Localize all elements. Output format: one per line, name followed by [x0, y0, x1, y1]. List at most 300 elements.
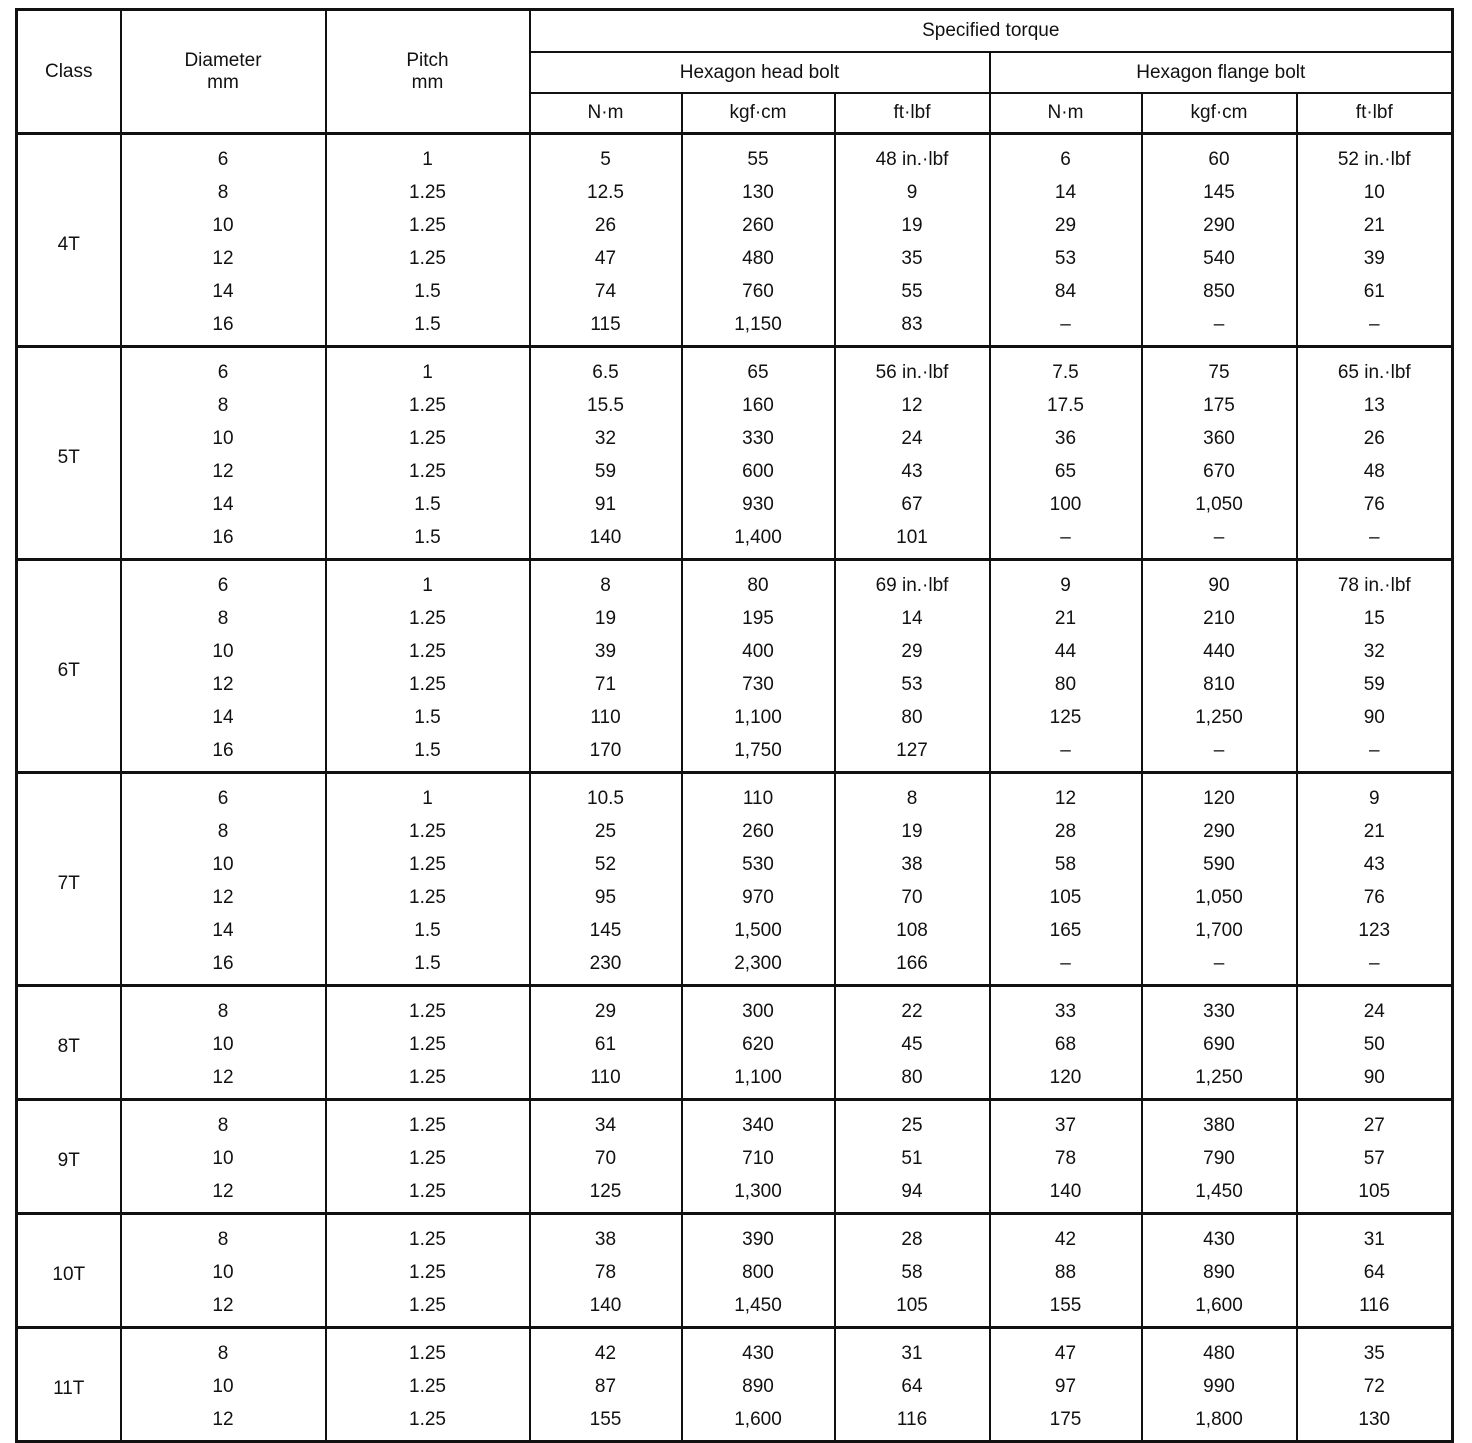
head-nm-cell: 140 — [530, 1289, 682, 1328]
diameter-cell: 8 — [121, 602, 326, 635]
table-row — [17, 389, 1453, 422]
head-kgfcm-cell: 620 — [682, 1028, 835, 1061]
head-ftlbf-cell: 105 — [835, 1289, 990, 1328]
head-kgfcm-cell: 800 — [682, 1256, 835, 1289]
flange-kgfcm-cell: – — [1142, 308, 1297, 347]
flange-ftlbf-cell: – — [1297, 734, 1453, 773]
head-nm-cell: 87 — [530, 1370, 682, 1403]
head-nm-cell: 38 — [530, 1214, 682, 1257]
head-ftlbf-cell: 45 — [835, 1028, 990, 1061]
flange-nm-cell: 21 — [990, 602, 1142, 635]
head-ftlbf-cell: 55 — [835, 275, 990, 308]
flange-ftlbf-cell: 65 in.·lbf — [1297, 347, 1453, 390]
flange-kgfcm-cell: 690 — [1142, 1028, 1297, 1061]
flange-kgfcm-cell: 480 — [1142, 1328, 1297, 1371]
flange-kgfcm-cell: – — [1142, 521, 1297, 560]
class-cell: 11T — [17, 1328, 121, 1442]
diameter-cell: 12 — [121, 455, 326, 488]
pitch-cell: 1.5 — [326, 488, 530, 521]
pitch-cell: 1.5 — [326, 308, 530, 347]
flange-nm-cell: 88 — [990, 1256, 1142, 1289]
table-row — [17, 1256, 1453, 1289]
flange-ftlbf-cell: 32 — [1297, 635, 1453, 668]
flange-ftlbf-cell: 130 — [1297, 1403, 1453, 1442]
table-row — [17, 1289, 1453, 1328]
head-nm-cell: 52 — [530, 848, 682, 881]
flange-kgfcm-cell: 1,250 — [1142, 1061, 1297, 1100]
head-kgfcm-cell: 710 — [682, 1142, 835, 1175]
head-kgfcm-cell: 65 — [682, 347, 835, 390]
head-nm-cell: 6.5 — [530, 347, 682, 390]
flange-kgfcm-cell: – — [1142, 734, 1297, 773]
flange-nm-cell: 6 — [990, 134, 1142, 177]
diameter-cell: 12 — [121, 881, 326, 914]
diameter-cell: 8 — [121, 1214, 326, 1257]
table-row — [17, 1214, 1453, 1257]
head-kgfcm-cell: 1,600 — [682, 1403, 835, 1442]
flange-ftlbf-cell: 59 — [1297, 668, 1453, 701]
pitch-cell: 1.25 — [326, 389, 530, 422]
diameter-cell: 10 — [121, 1142, 326, 1175]
table-row — [17, 275, 1453, 308]
flange-nm-cell: 65 — [990, 455, 1142, 488]
flange-kgfcm-cell: 1,700 — [1142, 914, 1297, 947]
pitch-cell: 1.25 — [326, 1100, 530, 1143]
table-row — [17, 1028, 1453, 1061]
table-row — [17, 881, 1453, 914]
head-ftlbf-cell: 35 — [835, 242, 990, 275]
flange-ftlbf-cell: – — [1297, 521, 1453, 560]
head-kgfcm-cell: 1,450 — [682, 1289, 835, 1328]
head-ftlbf-cell: 53 — [835, 668, 990, 701]
flange-nm-cell: 12 — [990, 773, 1142, 816]
table-row — [17, 848, 1453, 881]
pitch-cell: 1.5 — [326, 275, 530, 308]
flange-ftlbf-cell: 31 — [1297, 1214, 1453, 1257]
flange-kgfcm-cell: – — [1142, 947, 1297, 986]
diameter-cell: 12 — [121, 1061, 326, 1100]
head-ftlbf-cell: 116 — [835, 1403, 990, 1442]
pitch-cell: 1.25 — [326, 815, 530, 848]
table-row — [17, 308, 1453, 347]
pitch-cell: 1.25 — [326, 881, 530, 914]
pitch-label: Pitch — [406, 49, 449, 71]
head-kgfcm-cell: 195 — [682, 602, 835, 635]
pitch-cell: 1.5 — [326, 521, 530, 560]
head-ftlbf-cell: 83 — [835, 308, 990, 347]
pitch-cell: 1.25 — [326, 1328, 530, 1371]
head-kgfcm-cell: 400 — [682, 635, 835, 668]
flange-kgfcm-cell: 360 — [1142, 422, 1297, 455]
head-nm-cell: 125 — [530, 1175, 682, 1214]
unit-header-head-nm: N·m — [530, 93, 682, 134]
pitch-cell: 1.25 — [326, 242, 530, 275]
head-kgfcm-cell: 260 — [682, 815, 835, 848]
flange-ftlbf-cell: 9 — [1297, 773, 1453, 816]
head-nm-cell: 110 — [530, 701, 682, 734]
table-row — [17, 734, 1453, 773]
head-ftlbf-cell: 67 — [835, 488, 990, 521]
pitch-cell: 1.25 — [326, 176, 530, 209]
pitch-cell: 1.25 — [326, 1289, 530, 1328]
pitch-cell: 1.5 — [326, 947, 530, 986]
flange-ftlbf-cell: 90 — [1297, 701, 1453, 734]
flange-kgfcm-cell: 330 — [1142, 986, 1297, 1029]
pitch-cell: 1 — [326, 773, 530, 816]
table-row — [17, 521, 1453, 560]
head-kgfcm-cell: 1,300 — [682, 1175, 835, 1214]
flange-kgfcm-cell: 1,050 — [1142, 488, 1297, 521]
head-kgfcm-cell: 730 — [682, 668, 835, 701]
diameter-cell: 16 — [121, 947, 326, 986]
pitch-cell: 1.25 — [326, 1403, 530, 1442]
head-kgfcm-cell: 1,750 — [682, 734, 835, 773]
head-nm-cell: 61 — [530, 1028, 682, 1061]
class-cell: 9T — [17, 1100, 121, 1214]
flange-kgfcm-cell: 670 — [1142, 455, 1297, 488]
flange-kgfcm-cell: 1,450 — [1142, 1175, 1297, 1214]
table-row — [17, 422, 1453, 455]
head-ftlbf-cell: 19 — [835, 209, 990, 242]
flange-kgfcm-cell: 430 — [1142, 1214, 1297, 1257]
table-row — [17, 1142, 1453, 1175]
head-nm-cell: 39 — [530, 635, 682, 668]
flange-nm-cell: 80 — [990, 668, 1142, 701]
diameter-cell: 8 — [121, 389, 326, 422]
pitch-cell: 1.25 — [326, 1061, 530, 1100]
flange-kgfcm-cell: 890 — [1142, 1256, 1297, 1289]
diameter-cell: 10 — [121, 1256, 326, 1289]
flange-ftlbf-cell: – — [1297, 947, 1453, 986]
pitch-cell: 1.5 — [326, 734, 530, 773]
flange-ftlbf-cell: 39 — [1297, 242, 1453, 275]
flange-ftlbf-cell: 57 — [1297, 1142, 1453, 1175]
head-ftlbf-cell: 14 — [835, 602, 990, 635]
diameter-label: Diameter — [184, 49, 262, 71]
head-ftlbf-cell: 31 — [835, 1328, 990, 1371]
class-cell: 8T — [17, 986, 121, 1100]
head-ftlbf-cell: 94 — [835, 1175, 990, 1214]
head-kgfcm-cell: 1,150 — [682, 308, 835, 347]
head-nm-cell: 170 — [530, 734, 682, 773]
head-nm-cell: 19 — [530, 602, 682, 635]
pitch-cell: 1.25 — [326, 1175, 530, 1214]
flange-nm-cell: 17.5 — [990, 389, 1142, 422]
head-nm-cell: 32 — [530, 422, 682, 455]
flange-ftlbf-cell: 43 — [1297, 848, 1453, 881]
pitch-cell: 1.25 — [326, 986, 530, 1029]
flange-nm-cell: 165 — [990, 914, 1142, 947]
head-kgfcm-cell: 1,100 — [682, 1061, 835, 1100]
pitch-cell: 1.25 — [326, 1214, 530, 1257]
table-row — [17, 1403, 1453, 1442]
head-nm-cell: 15.5 — [530, 389, 682, 422]
head-nm-cell: 59 — [530, 455, 682, 488]
head-ftlbf-cell: 48 in.·lbf — [835, 134, 990, 177]
head-nm-cell: 8 — [530, 560, 682, 603]
head-ftlbf-cell: 58 — [835, 1256, 990, 1289]
diameter-cell: 16 — [121, 308, 326, 347]
flange-nm-cell: 120 — [990, 1061, 1142, 1100]
flange-nm-cell: – — [990, 308, 1142, 347]
head-nm-cell: 34 — [530, 1100, 682, 1143]
head-nm-cell: 71 — [530, 668, 682, 701]
head-ftlbf-cell: 29 — [835, 635, 990, 668]
flange-ftlbf-cell: 61 — [1297, 275, 1453, 308]
head-kgfcm-cell: 110 — [682, 773, 835, 816]
head-kgfcm-cell: 600 — [682, 455, 835, 488]
head-ftlbf-cell: 166 — [835, 947, 990, 986]
head-kgfcm-cell: 480 — [682, 242, 835, 275]
class-group — [17, 773, 1453, 986]
flange-ftlbf-cell: 35 — [1297, 1328, 1453, 1371]
table-row — [17, 488, 1453, 521]
diameter-cell: 8 — [121, 815, 326, 848]
table-row — [17, 986, 1453, 1029]
table-row — [17, 602, 1453, 635]
pitch-unit: mm — [411, 71, 444, 93]
flange-ftlbf-cell: 50 — [1297, 1028, 1453, 1061]
flange-nm-cell: 78 — [990, 1142, 1142, 1175]
diameter-cell: 14 — [121, 275, 326, 308]
flange-ftlbf-cell: 10 — [1297, 176, 1453, 209]
head-nm-cell: 12.5 — [530, 176, 682, 209]
flange-ftlbf-cell: 90 — [1297, 1061, 1453, 1100]
torque-spec-table — [15, 8, 1454, 1443]
flange-nm-cell: 28 — [990, 815, 1142, 848]
head-kgfcm-cell: 160 — [682, 389, 835, 422]
pitch-cell: 1.25 — [326, 1142, 530, 1175]
unit-header-head-kgfcm: kgf·cm — [682, 93, 835, 134]
unit-header-flange-ftlbf: ft·lbf — [1297, 93, 1453, 134]
diameter-cell: 10 — [121, 422, 326, 455]
class-group — [17, 986, 1453, 1100]
flange-nm-cell: 125 — [990, 701, 1142, 734]
flange-kgfcm-cell: 290 — [1142, 209, 1297, 242]
flange-kgfcm-cell: 60 — [1142, 134, 1297, 177]
class-cell: 7T — [17, 773, 121, 986]
table-row — [17, 1370, 1453, 1403]
flange-kgfcm-cell: 90 — [1142, 560, 1297, 603]
diameter-cell: 6 — [121, 773, 326, 816]
flange-kgfcm-cell: 145 — [1142, 176, 1297, 209]
flange-nm-cell: 7.5 — [990, 347, 1142, 390]
table-header — [17, 10, 1453, 134]
flange-nm-cell: 42 — [990, 1214, 1142, 1257]
unit-header-head-ftlbf: ft·lbf — [835, 93, 990, 134]
unit-header-flange-kgfcm: kgf·cm — [1142, 93, 1297, 134]
head-ftlbf-cell: 80 — [835, 701, 990, 734]
diameter-cell: 14 — [121, 914, 326, 947]
flange-nm-cell: 44 — [990, 635, 1142, 668]
flange-kgfcm-cell: 1,050 — [1142, 881, 1297, 914]
pitch-cell: 1.25 — [326, 422, 530, 455]
diameter-cell: 10 — [121, 1370, 326, 1403]
head-kgfcm-cell: 760 — [682, 275, 835, 308]
flange-ftlbf-cell: 48 — [1297, 455, 1453, 488]
flange-nm-cell: 36 — [990, 422, 1142, 455]
head-ftlbf-cell: 22 — [835, 986, 990, 1029]
flange-ftlbf-cell: 15 — [1297, 602, 1453, 635]
class-group — [17, 1328, 1453, 1442]
flange-nm-cell: – — [990, 734, 1142, 773]
diameter-cell: 12 — [121, 1289, 326, 1328]
table-row — [17, 134, 1453, 177]
flange-nm-cell: 14 — [990, 176, 1142, 209]
flange-kgfcm-cell: 590 — [1142, 848, 1297, 881]
head-kgfcm-cell: 890 — [682, 1370, 835, 1403]
hexagon-head-bolt-header: Hexagon head bolt — [530, 52, 990, 93]
head-nm-cell: 25 — [530, 815, 682, 848]
flange-ftlbf-cell: 78 in.·lbf — [1297, 560, 1453, 603]
flange-nm-cell: 105 — [990, 881, 1142, 914]
head-kgfcm-cell: 430 — [682, 1328, 835, 1371]
table-row — [17, 668, 1453, 701]
diameter-header — [121, 10, 326, 134]
flange-nm-cell: – — [990, 947, 1142, 986]
head-kgfcm-cell: 2,300 — [682, 947, 835, 986]
flange-nm-cell: 68 — [990, 1028, 1142, 1061]
head-kgfcm-cell: 1,500 — [682, 914, 835, 947]
flange-ftlbf-cell: 26 — [1297, 422, 1453, 455]
head-ftlbf-cell: 51 — [835, 1142, 990, 1175]
class-group — [17, 1214, 1453, 1328]
flange-nm-cell: 29 — [990, 209, 1142, 242]
table-row — [17, 1175, 1453, 1214]
pitch-cell: 1.25 — [326, 1370, 530, 1403]
flange-nm-cell: 140 — [990, 1175, 1142, 1214]
flange-nm-cell: 58 — [990, 848, 1142, 881]
pitch-header — [326, 10, 530, 134]
head-ftlbf-cell: 12 — [835, 389, 990, 422]
head-ftlbf-cell: 8 — [835, 773, 990, 816]
flange-nm-cell: 84 — [990, 275, 1142, 308]
class-cell: 6T — [17, 560, 121, 773]
diameter-cell: 16 — [121, 734, 326, 773]
head-nm-cell: 230 — [530, 947, 682, 986]
class-cell: 10T — [17, 1214, 121, 1328]
diameter-cell: 8 — [121, 1100, 326, 1143]
head-kgfcm-cell: 340 — [682, 1100, 835, 1143]
flange-nm-cell: 47 — [990, 1328, 1142, 1371]
diameter-cell: 8 — [121, 176, 326, 209]
flange-nm-cell: 155 — [990, 1289, 1142, 1328]
head-ftlbf-cell: 80 — [835, 1061, 990, 1100]
flange-kgfcm-cell: 540 — [1142, 242, 1297, 275]
head-kgfcm-cell: 330 — [682, 422, 835, 455]
pitch-cell: 1.25 — [326, 602, 530, 635]
diameter-cell: 12 — [121, 1403, 326, 1442]
flange-kgfcm-cell: 380 — [1142, 1100, 1297, 1143]
flange-ftlbf-cell: 123 — [1297, 914, 1453, 947]
pitch-cell: 1.25 — [326, 209, 530, 242]
head-ftlbf-cell: 24 — [835, 422, 990, 455]
head-nm-cell: 110 — [530, 1061, 682, 1100]
flange-kgfcm-cell: 1,600 — [1142, 1289, 1297, 1328]
flange-ftlbf-cell: 21 — [1297, 815, 1453, 848]
pitch-cell: 1.5 — [326, 701, 530, 734]
head-kgfcm-cell: 930 — [682, 488, 835, 521]
table-row — [17, 1061, 1453, 1100]
table-row — [17, 209, 1453, 242]
head-ftlbf-cell: 28 — [835, 1214, 990, 1257]
table-row — [17, 1100, 1453, 1143]
flange-ftlbf-cell: 72 — [1297, 1370, 1453, 1403]
pitch-cell: 1 — [326, 134, 530, 177]
head-kgfcm-cell: 970 — [682, 881, 835, 914]
flange-kgfcm-cell: 810 — [1142, 668, 1297, 701]
flange-nm-cell: 100 — [990, 488, 1142, 521]
head-nm-cell: 155 — [530, 1403, 682, 1442]
pitch-cell: 1 — [326, 347, 530, 390]
diameter-cell: 10 — [121, 848, 326, 881]
table-row — [17, 455, 1453, 488]
flange-kgfcm-cell: 120 — [1142, 773, 1297, 816]
class-group — [17, 134, 1453, 347]
head-kgfcm-cell: 260 — [682, 209, 835, 242]
diameter-cell: 8 — [121, 1328, 326, 1371]
head-kgfcm-cell: 300 — [682, 986, 835, 1029]
head-kgfcm-cell: 530 — [682, 848, 835, 881]
diameter-cell: 6 — [121, 347, 326, 390]
pitch-cell: 1.25 — [326, 1028, 530, 1061]
head-nm-cell: 10.5 — [530, 773, 682, 816]
flange-kgfcm-cell: 790 — [1142, 1142, 1297, 1175]
head-nm-cell: 95 — [530, 881, 682, 914]
table-row — [17, 773, 1453, 816]
diameter-cell: 10 — [121, 635, 326, 668]
head-ftlbf-cell: 64 — [835, 1370, 990, 1403]
head-nm-cell: 140 — [530, 521, 682, 560]
table-row — [17, 176, 1453, 209]
head-ftlbf-cell: 9 — [835, 176, 990, 209]
flange-ftlbf-cell: 24 — [1297, 986, 1453, 1029]
table-row — [17, 347, 1453, 390]
class-cell: 4T — [17, 134, 121, 347]
head-kgfcm-cell: 390 — [682, 1214, 835, 1257]
flange-nm-cell: 9 — [990, 560, 1142, 603]
specified-torque-header: Specified torque — [530, 10, 1453, 53]
diameter-cell: 8 — [121, 986, 326, 1029]
flange-nm-cell: – — [990, 521, 1142, 560]
diameter-cell: 12 — [121, 1175, 326, 1214]
flange-nm-cell: 37 — [990, 1100, 1142, 1143]
table-row — [17, 242, 1453, 275]
pitch-cell: 1 — [326, 560, 530, 603]
head-nm-cell: 115 — [530, 308, 682, 347]
flange-nm-cell: 175 — [990, 1403, 1142, 1442]
class-group — [17, 347, 1453, 560]
head-nm-cell: 78 — [530, 1256, 682, 1289]
flange-kgfcm-cell: 1,800 — [1142, 1403, 1297, 1442]
table-row — [17, 947, 1453, 986]
diameter-cell: 16 — [121, 521, 326, 560]
head-kgfcm-cell: 55 — [682, 134, 835, 177]
class-cell: 5T — [17, 347, 121, 560]
table-row — [17, 560, 1453, 603]
flange-ftlbf-cell: 52 in.·lbf — [1297, 134, 1453, 177]
diameter-cell: 14 — [121, 488, 326, 521]
diameter-cell: 12 — [121, 668, 326, 701]
pitch-cell: 1.25 — [326, 635, 530, 668]
flange-nm-cell: 53 — [990, 242, 1142, 275]
flange-ftlbf-cell: 27 — [1297, 1100, 1453, 1143]
diameter-cell: 12 — [121, 242, 326, 275]
class-group — [17, 560, 1453, 773]
table-row — [17, 1328, 1453, 1371]
head-kgfcm-cell: 1,100 — [682, 701, 835, 734]
flange-ftlbf-cell: 13 — [1297, 389, 1453, 422]
